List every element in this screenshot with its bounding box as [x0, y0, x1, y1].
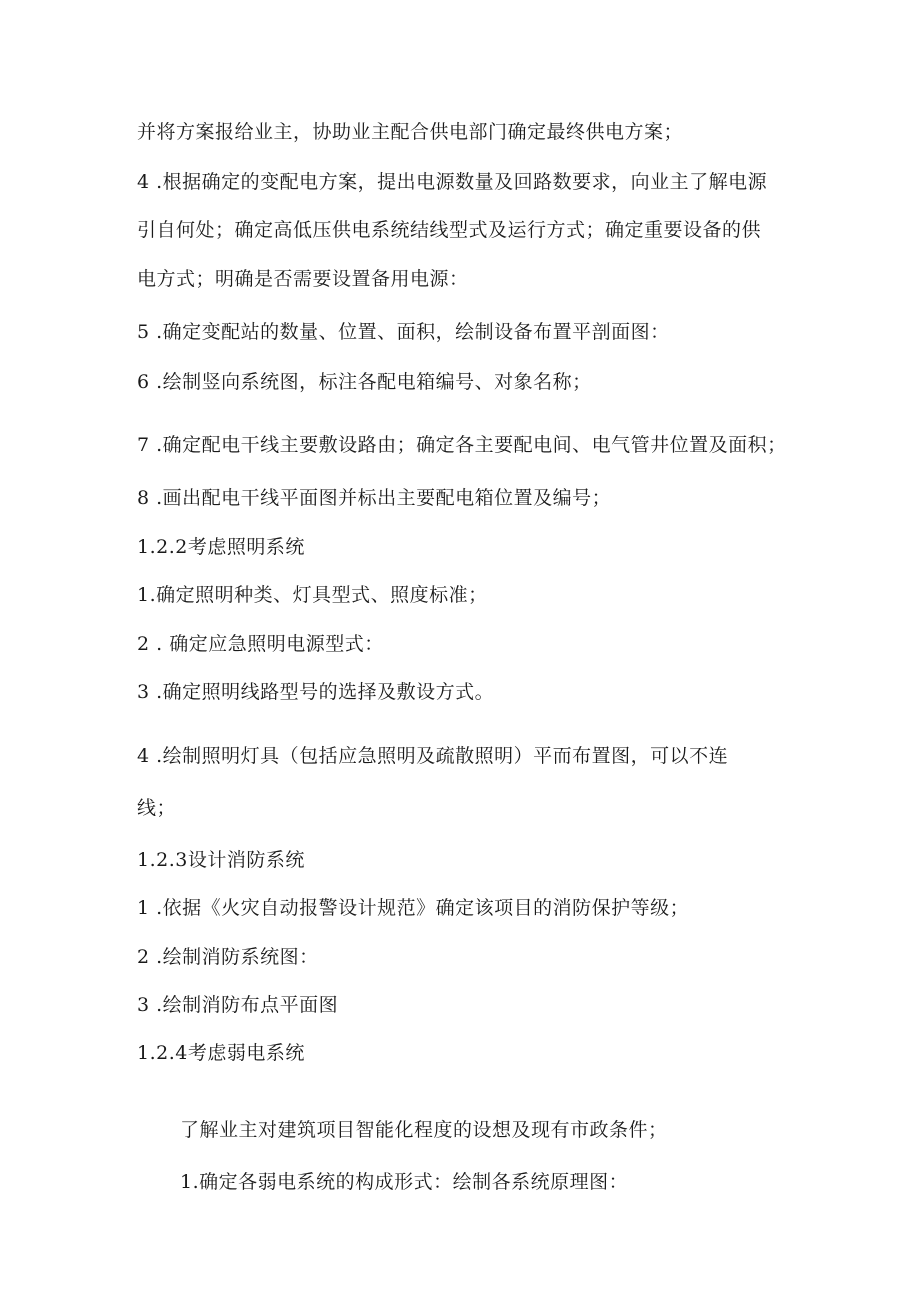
paragraph-line: 引自何处；确定高低压供电系统结线型式及运行方式；确定重要设备的供 — [137, 219, 762, 241]
paragraph-line: 线； — [137, 797, 177, 819]
paragraph-line: 了解业主对建筑项目智能化程度的设想及现有市政条件； — [180, 1119, 668, 1141]
list-item-2: 2 .绘制消防系统图： — [137, 946, 319, 968]
paragraph-line: 并将方案报给业主，协助业主配合供电部门确定最终供电方案； — [137, 121, 684, 143]
list-item-3: 3 .确定照明线路型号的选择及敷设方式。 — [137, 681, 495, 703]
list-item-3: 3 .绘制消防布点平面图 — [137, 994, 339, 1016]
list-item-1: 1 .依据《火灾自动报警设计规范》确定该项目的消防保护等级； — [137, 897, 690, 919]
paragraph-line: 电方式；明确是否需要设置备用电源： — [137, 268, 469, 290]
list-item-8: 8 .画出配电干线平面图并标出主要配电箱位置及编号； — [137, 487, 612, 509]
list-item-4: 4 .根据确定的变配电方案，提出电源数量及回路数要求，向业主了解电源 — [137, 171, 768, 193]
section-heading: 1.2.2考虑照明系统 — [137, 536, 305, 558]
list-item-1: 1.确定照明种类、灯具型式、照度标准； — [137, 584, 488, 606]
list-item-2: 2 . 确定应急照明电源型式： — [137, 633, 384, 655]
list-item-5: 5 .确定变配站的数量、位置、面积，绘制设备布置平剖面图： — [137, 321, 670, 343]
list-item-6: 6 .绘制竖向系统图，标注各配电箱编号、对象名称； — [137, 371, 592, 393]
list-item-4: 4 .绘制照明灯具（包括应急照明及疏散照明）平而布置图，可以不连 — [137, 745, 729, 767]
list-item-7: 7 .确定配电干线主要敷设路由；确定各主要配电间、电气管井位置及面积； — [137, 434, 787, 456]
section-heading: 1.2.4考虑弱电系统 — [137, 1042, 305, 1064]
list-item-1: 1.确定各弱电系统的构成形式：绘制各系统原理图： — [180, 1171, 629, 1193]
section-heading: 1.2.3设计消防系统 — [137, 849, 305, 871]
